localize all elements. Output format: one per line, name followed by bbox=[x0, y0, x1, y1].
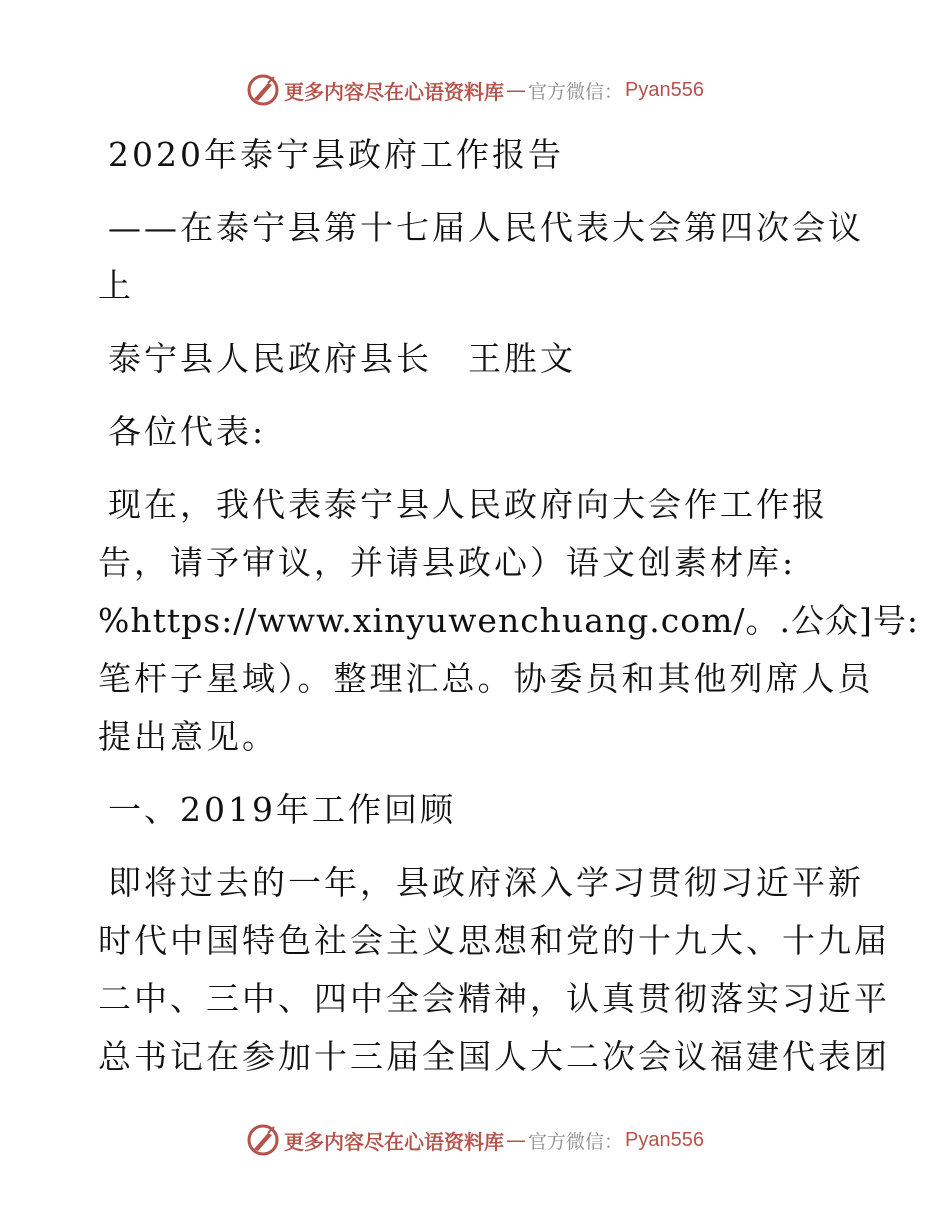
intro-paragraph-line: %https://www.xinyuwenchuang.com/。.公众]号: bbox=[98, 601, 919, 640]
footer-banner bbox=[0, 1120, 950, 1160]
intro-paragraph-line: 笔杆子星域）。整理汇总。协委员和其他列席人员 bbox=[98, 659, 874, 698]
banner-official-label: 官方微信： bbox=[528, 80, 624, 103]
section-heading: 一、2019年工作回顾 bbox=[108, 790, 456, 829]
header-banner bbox=[0, 70, 950, 110]
document-subtitle-line: 上 bbox=[98, 266, 134, 305]
body-paragraph-line: 即将过去的一年，县政府深入学习贯彻习近平新 bbox=[108, 863, 864, 902]
banner-slogan: 更多内容尽在心语资料库 bbox=[284, 1129, 504, 1154]
banner-separator: — bbox=[506, 78, 526, 102]
document-greeting: 各位代表: bbox=[108, 412, 267, 451]
quill-pen-logo-icon bbox=[246, 73, 280, 107]
document-subtitle-line: ——在泰宁县第十七届人民代表大会第四次会议 bbox=[108, 208, 864, 247]
document-title: 2020年泰宁县政府工作报告 bbox=[108, 135, 564, 174]
document-speaker: 泰宁县人民政府县长 王胜文 bbox=[108, 339, 576, 378]
document-body bbox=[98, 126, 919, 1086]
intro-paragraph-line: 提出意见。 bbox=[98, 717, 278, 756]
intro-paragraph-line: 现在，我代表泰宁县人民政府向大会作工作报 bbox=[108, 485, 828, 524]
banner-official-label: 官方微信： bbox=[528, 1130, 624, 1153]
banner-wechat-id: Pyan556 bbox=[625, 1128, 704, 1151]
intro-paragraph-line: 告，请予审议，并请县政心）语文创素材库: bbox=[98, 543, 797, 582]
body-paragraph-line: 时代中国特色社会主义思想和党的十九大、十九届 bbox=[98, 921, 890, 960]
banner-wechat-id: Pyan556 bbox=[625, 78, 704, 101]
banner-slogan: 更多内容尽在心语资料库 bbox=[284, 79, 504, 104]
quill-pen-logo-icon bbox=[246, 1123, 280, 1157]
body-paragraph-line: 总书记在参加十三届全国人大二次会议福建代表团 bbox=[98, 1037, 890, 1076]
banner-separator: — bbox=[506, 1128, 526, 1152]
body-paragraph-line: 二中、三中、四中全会精神，认真贯彻落实习近平 bbox=[98, 979, 890, 1018]
